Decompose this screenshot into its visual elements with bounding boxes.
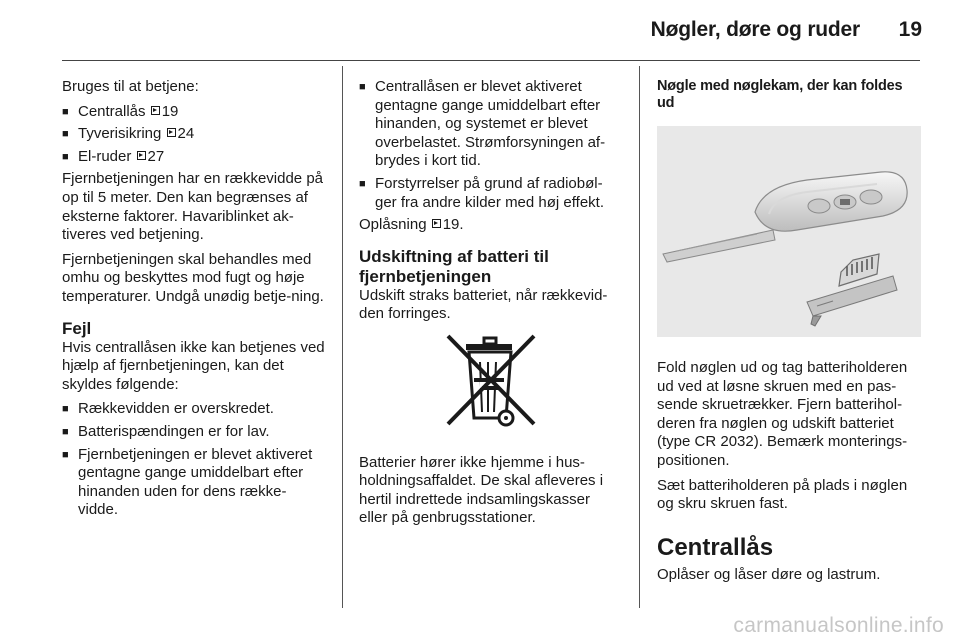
column-left (62, 78, 326, 524)
list-item: ■ Rækkevidden er overskredet. (62, 400, 326, 419)
disposal-paragraph: Batterier hører ikke hjemme i hus-holdningsaffaldet. De skal afleveres i hertil indrettede indsamlingskasser eller på genbrugsstationer. (359, 453, 604, 527)
list-item: ■ Batterispændingen er for lav. (62, 423, 326, 442)
care-paragraph: Fjernbetjeningen skal behandles med omhu og beskyttes mod fugt og høje temperaturer. Undgå unødig betje-ning. (62, 250, 324, 305)
column-middle (359, 78, 622, 534)
central-lock-text: Oplåser og låser døre og lastrum. (657, 565, 881, 583)
central-lock-heading: Centrallås (657, 533, 774, 561)
cross-reference[interactable]: 24 (166, 125, 195, 142)
battery-heading: Udskiftning af batteri til fjernbetjeningen (359, 246, 549, 286)
range-paragraph: Fjernbetjeningen har en rækkevidde på op til 5 meter. Den kan begrænses af eksterne faktorer. Havariblinket ak-tiveres ved betjening. (62, 170, 323, 244)
list-item: ■ Centrallåsen er blevet aktiveret gentagne gange umiddelbart efter hinanden, og systemet er blevet overbelastet. Strømforsyningen af-brydes i kort tid. (359, 78, 622, 171)
header-divider (62, 60, 920, 61)
column-divider (342, 66, 343, 608)
intro-text: Bruges til at betjene: (62, 78, 199, 95)
crossed-bin-icon (436, 332, 546, 432)
folding-key-illustration (657, 126, 921, 337)
cross-reference[interactable]: 19. (431, 216, 464, 233)
key-heading: Nøgle med nøglekam, der kan foldes ud (657, 78, 903, 111)
weee-figure (359, 332, 622, 438)
page-header (0, 0, 960, 60)
key-figure (657, 126, 921, 337)
list-item: ■ Forstyrrelser på grund af radiobøl-ger fra andre kilder med høj effekt. (359, 175, 622, 212)
page-ref-icon (432, 219, 441, 228)
reassemble-paragraph: Sæt batteriholderen på plads i nøglen og skru skruen fast. (657, 476, 908, 513)
cross-reference[interactable]: 19 (150, 103, 179, 120)
fault-heading: Fejl (62, 318, 92, 338)
page-ref-icon (151, 106, 160, 115)
page-title: Nøgler, døre og ruder (650, 18, 860, 41)
page-ref-icon (167, 128, 176, 137)
list-item: ■ Tyverisikring 24 (62, 125, 326, 144)
list-item: ■ Fjernbetjeningen er blevet aktiveret gentagne gange umiddelbart efter hinanden uden for dens række-vidde. (62, 446, 326, 520)
watermark-text: carmanualsonline.info (733, 614, 944, 637)
cross-reference[interactable]: 27 (136, 148, 165, 165)
page-number: 19 (898, 18, 922, 41)
battery-replace-paragraph: Fold nøglen ud og tag batteriholderen ud ved at løsne skruen med en pas-sende skruetrækker. Fjern batterihol-deren fra nøglen og udskift batteriet (type CR 2032). Bemærk monterings-positionen. (657, 359, 908, 469)
list-item: ■ El-ruder 27 (62, 148, 326, 167)
battery-paragraph: Udskift straks batteriet, når rækkevid-den forringes. (359, 286, 608, 323)
page-ref-icon (137, 151, 146, 160)
list-item: ■ Centrallås 19 (62, 103, 326, 122)
unlock-reference: Oplåsning 19. (359, 216, 464, 234)
column-right (657, 78, 921, 590)
fault-intro: Hvis centrallåsen ikke kan betjenes ved hjælp af fjernbetjeningen, kan det skyldes følgende: (62, 338, 325, 393)
column-divider (639, 66, 640, 608)
